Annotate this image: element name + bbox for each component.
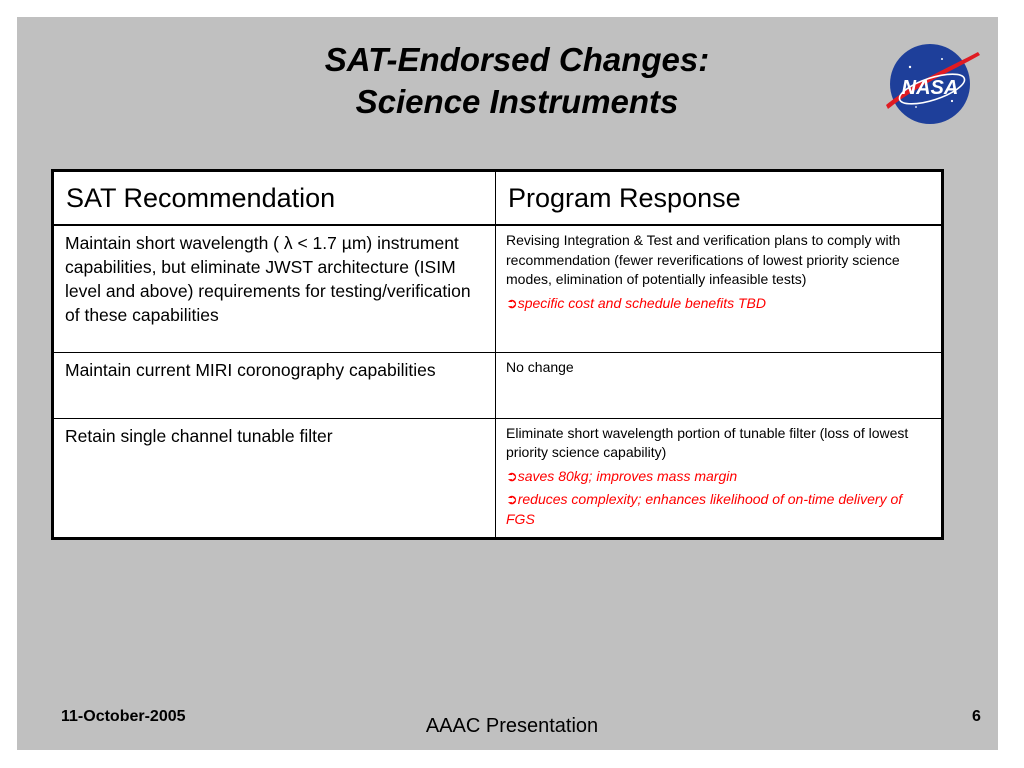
table-header-row <box>53 171 943 226</box>
response-cell <box>496 225 943 352</box>
response-note <box>506 490 931 529</box>
note-text: specific cost and schedule benefits TBD <box>517 294 766 311</box>
title-line-1: SAT-Endorsed Changes: <box>324 41 710 78</box>
response-text: No change <box>506 358 574 375</box>
response-note <box>506 294 931 314</box>
arrow-icon: ➲ <box>506 491 518 507</box>
slide-title <box>0 39 1024 123</box>
response-text: Revising Integration & Test and verification plans to comply with recommendation (fewer reverifications of lowest priority science modes, elimination of potentially infeasible tests) <box>506 232 901 287</box>
table-row <box>53 225 943 352</box>
response-text: Eliminate short wavelength portion of tunable filter (loss of lowest priority science capability) <box>506 424 909 460</box>
recommendation-cell: Retain single channel tunable filter <box>53 418 496 539</box>
page-number: 6 <box>972 708 981 725</box>
nasa-logo-icon <box>880 37 984 131</box>
response-cell <box>496 418 943 539</box>
header-sat-recommendation: SAT Recommendation <box>53 171 496 226</box>
footer-date: 11-October-2005 <box>61 708 186 725</box>
nasa-logo-text: NASA <box>901 77 959 99</box>
arrow-icon: ➲ <box>506 467 518 484</box>
note-text: reduces complexity; enhances likelihood of on-time delivery of FGS <box>506 491 903 527</box>
recommendations-table <box>51 169 944 540</box>
table-row <box>53 418 943 539</box>
table-row <box>53 352 943 418</box>
recommendation-cell: Maintain short wavelength ( λ < 1.7 µm) instrument capabilities, but eliminate JWST architecture (ISIM level and above) requirements for testing/verification of these capabilities <box>53 225 496 352</box>
recommendation-cell: Maintain current MIRI coronography capabilities <box>53 352 496 418</box>
title-line-2: Science Instruments <box>355 83 679 120</box>
arrow-icon: ➲ <box>506 294 518 311</box>
header-program-response: Program Response <box>496 171 943 226</box>
note-text: saves 80kg; improves mass margin <box>517 467 738 484</box>
response-note <box>506 467 931 487</box>
response-cell <box>496 352 943 418</box>
footer-presentation-name: AAAC Presentation <box>425 715 599 737</box>
